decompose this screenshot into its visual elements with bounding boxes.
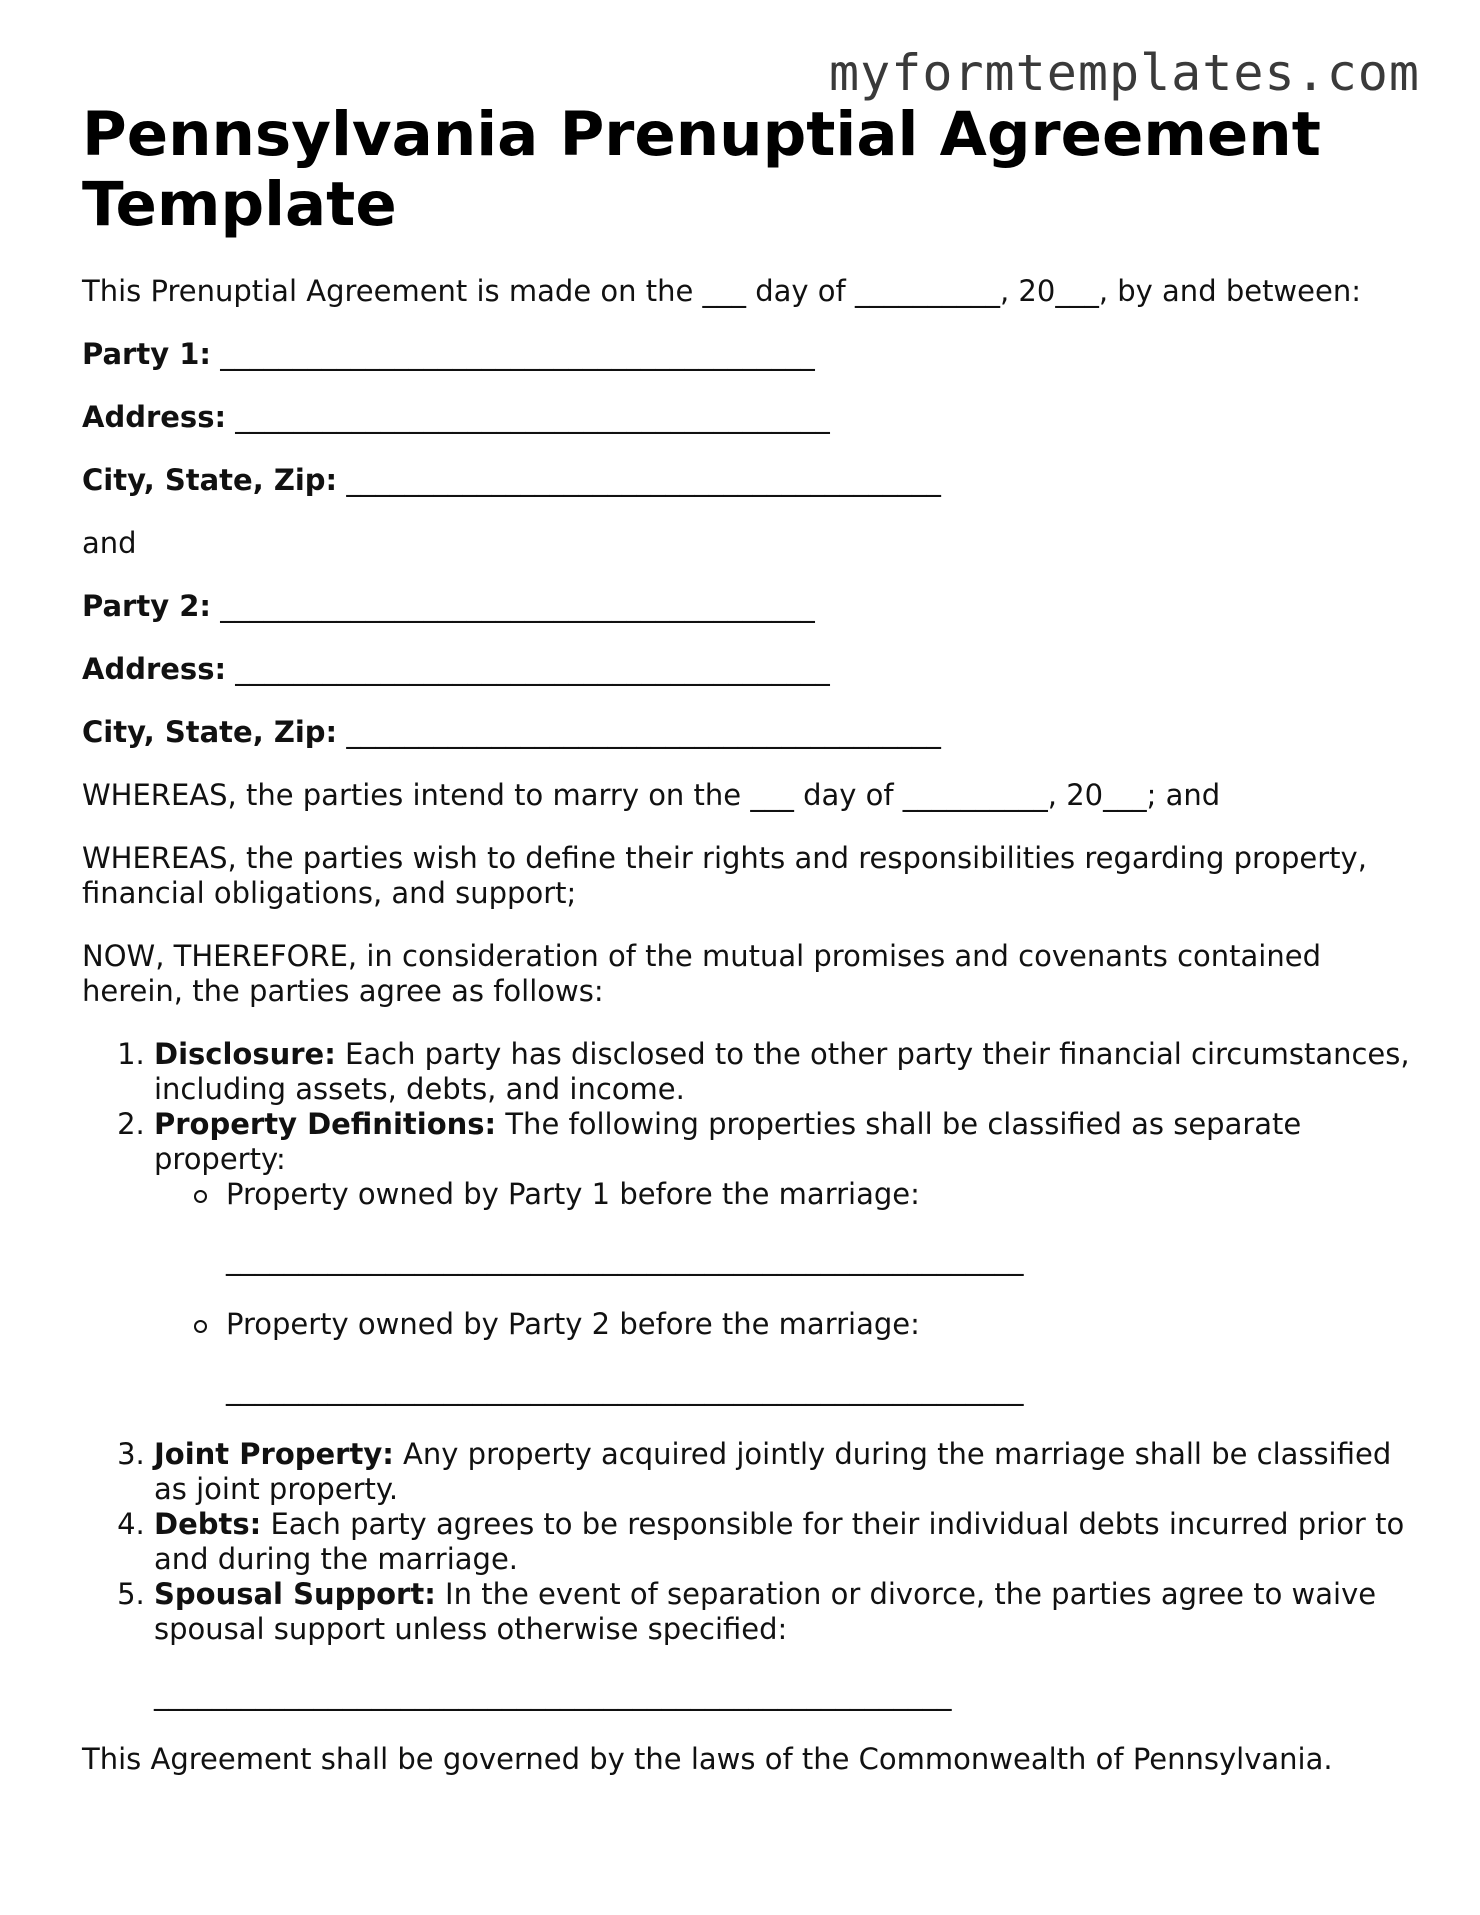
term-joint-property — [154, 1437, 1412, 1507]
terms-list — [82, 1037, 1412, 1712]
now-therefore: NOW, THEREFORE, in consideration of the mutual promises and covenants contained herein, the parties agree as follows: — [82, 939, 1321, 1008]
term-debts — [154, 1507, 1412, 1577]
term-text: The following properties shall be classified as separate property: — [154, 1107, 1302, 1176]
whereas-marriage: WHEREAS, the parties intend to marry on the ___ day of __________, 20___; and — [82, 778, 1221, 812]
party2-city-field[interactable] — [82, 715, 1412, 750]
watermark: myformtemplates.com — [829, 44, 1420, 102]
document-title: Pennsylvania Prenuptial Agreement Template — [82, 99, 1321, 240]
document-body — [82, 100, 1412, 1777]
term-spousal-support — [154, 1577, 1412, 1712]
party1-name-label: Party 1: — [82, 337, 211, 371]
and-text: and — [82, 526, 137, 560]
circle-bullet-icon — [194, 1320, 207, 1333]
whereas-rights: WHEREAS, the parties wish to define their rights and responsibilities regarding property, financial obligations, and support; — [82, 841, 1367, 910]
term-property-definitions — [154, 1107, 1412, 1407]
party2-city-blank[interactable]: _________________________________________ — [346, 715, 941, 749]
spousal-support-blank[interactable]: _______________________________________________________ — [154, 1677, 952, 1711]
sub-item-party2-property — [226, 1307, 1412, 1407]
party2-city-label: City, State, Zip: — [82, 715, 338, 749]
separate-property-list — [154, 1177, 1412, 1407]
party2-name-blank[interactable]: _________________________________________ — [220, 589, 815, 623]
party2-name-label: Party 2: — [82, 589, 211, 623]
party1-city-blank[interactable]: _________________________________________ — [346, 463, 941, 497]
term-heading: Disclosure: — [154, 1037, 336, 1071]
party2-property-blank[interactable]: _______________________________________________________ — [226, 1372, 1024, 1406]
party1-city-label: City, State, Zip: — [82, 463, 338, 497]
party2-address-field[interactable] — [82, 652, 1412, 687]
party1-name-blank[interactable]: _________________________________________ — [220, 337, 815, 371]
intro-paragraph: This Prenuptial Agreement is made on the ___ day of __________, 20___, by and between: — [82, 274, 1361, 308]
party1-city-field[interactable] — [82, 463, 1412, 498]
sub-item-text: Property owned by Party 1 before the marriage: — [226, 1177, 920, 1211]
party1-address-field[interactable] — [82, 400, 1412, 435]
term-text: In the event of separation or divorce, the parties agree to waive spousal support unless otherwise specified: — [154, 1577, 1377, 1646]
party2-address-label: Address: — [82, 652, 227, 686]
term-disclosure — [154, 1037, 1412, 1107]
term-heading: Joint Property: — [154, 1437, 394, 1471]
term-heading: Spousal Support: — [154, 1577, 436, 1611]
party1-address-blank[interactable]: _________________________________________ — [235, 400, 830, 434]
party2-name-field[interactable] — [82, 589, 1412, 624]
term-text: Any property acquired jointly during the marriage shall be classified as joint property. — [154, 1437, 1392, 1506]
sub-item-party1-property — [226, 1177, 1412, 1277]
party2-address-blank[interactable]: _________________________________________ — [235, 652, 830, 686]
party1-property-blank[interactable]: _______________________________________________________ — [226, 1242, 1024, 1276]
term-text: Each party has disclosed to the other party their financial circumstances, including assets, debts, and income. — [154, 1037, 1410, 1106]
party1-name-field[interactable] — [82, 337, 1412, 372]
term-heading: Property Definitions: — [154, 1107, 497, 1141]
governing-law: This Agreement shall be governed by the laws of the Commonwealth of Pennsylvania. — [82, 1742, 1333, 1776]
circle-bullet-icon — [194, 1190, 207, 1203]
party1-address-label: Address: — [82, 400, 227, 434]
term-text: Each party agrees to be responsible for their individual debts incurred prior to and during the marriage. — [154, 1507, 1405, 1576]
sub-item-text: Property owned by Party 2 before the marriage: — [226, 1307, 920, 1341]
term-heading: Debts: — [154, 1507, 262, 1541]
